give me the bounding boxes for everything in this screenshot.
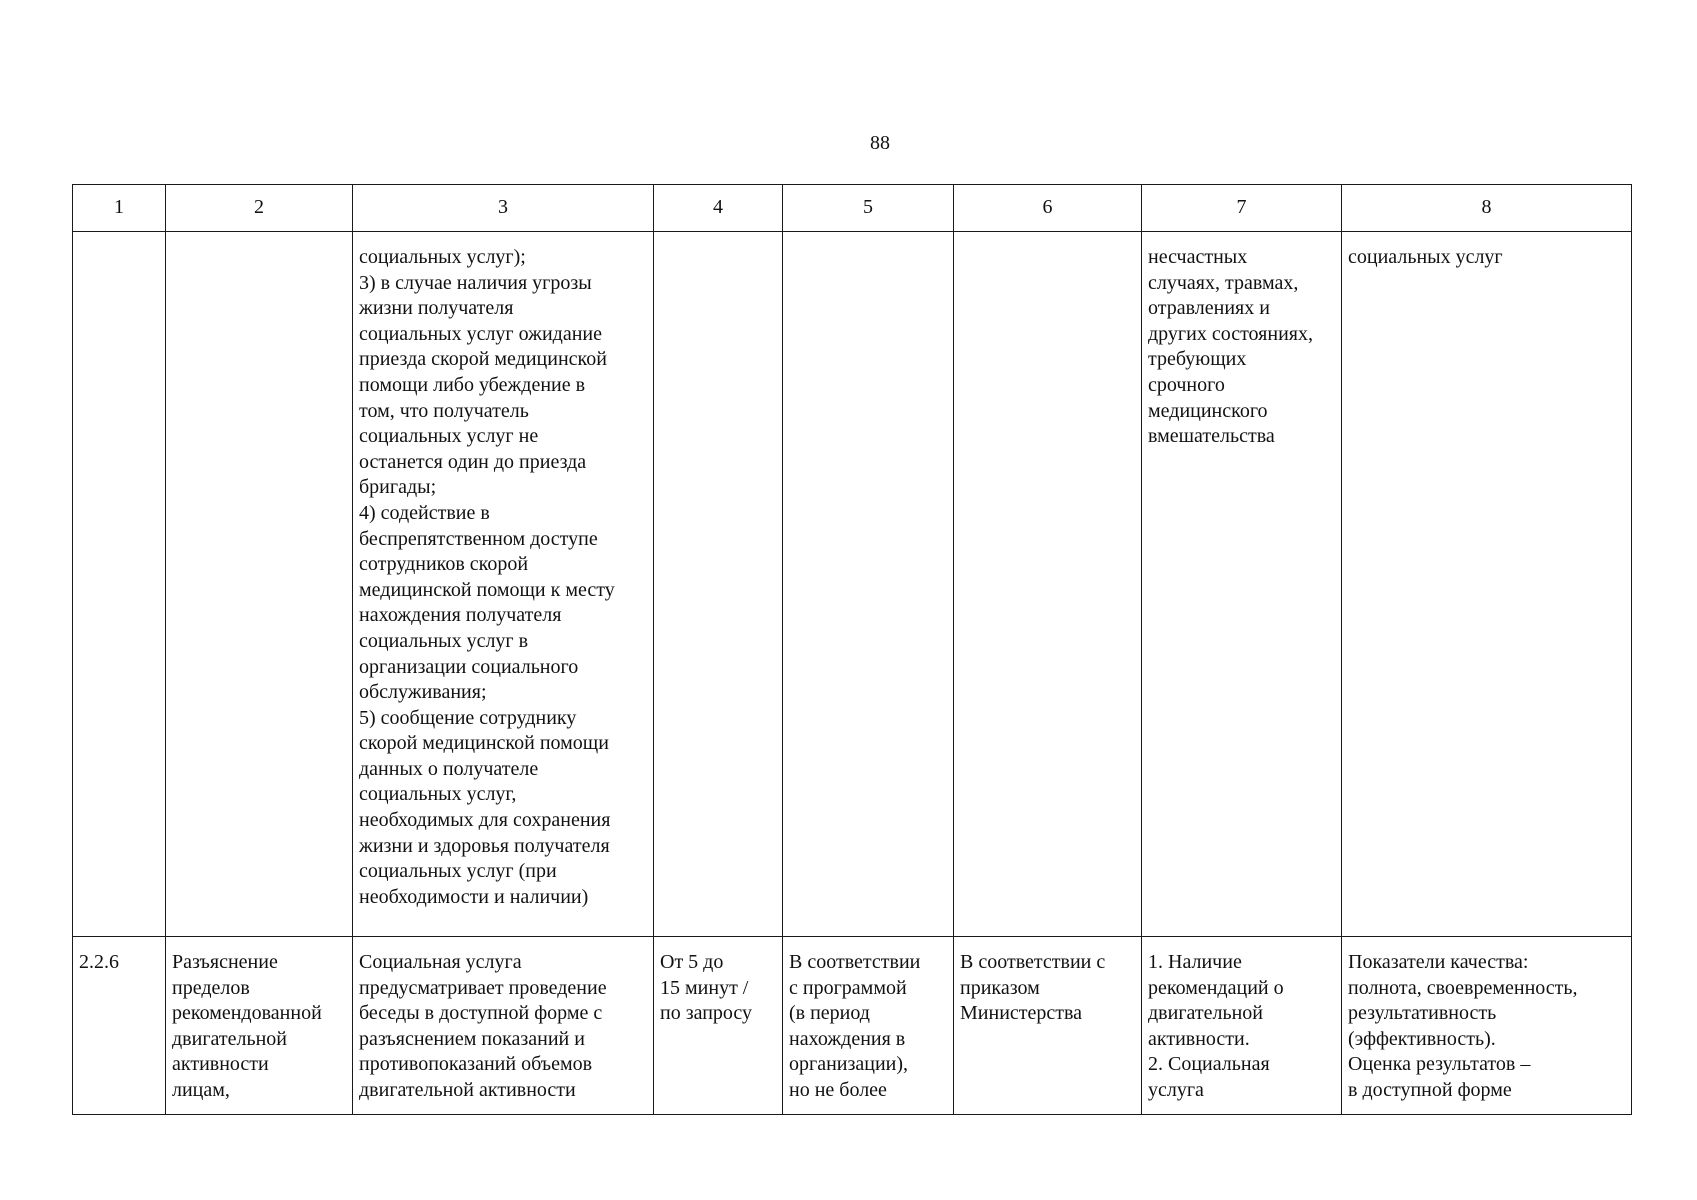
cell-text: В соответствии с приказом Министерства [960,951,1106,1025]
header-col-5: 5 [783,185,954,232]
header-col-7: 7 [1142,185,1342,232]
cell-text: Социальная услуга предусматривает проведение беседы в доступной форме с разъяснением показаний и противопоказаний объемов двигательной активности [359,951,607,1101]
page-number: 88 [870,132,890,154]
table-cell [783,232,954,937]
cell-text: социальных услуг [1348,246,1503,268]
table-cell [1342,937,1632,1115]
table-cell [73,232,166,937]
table-cell [166,232,353,937]
cell-text: В соответствии с программой (в период нахождения в организации), но не более [789,951,921,1101]
table-cell [654,937,783,1115]
header-col-8: 8 [1342,185,1632,232]
services-table [72,184,1632,1115]
table-cell [783,937,954,1115]
table-cell [954,232,1142,937]
cell-text: От 5 до 15 минут / по запросу [660,951,753,1025]
cell-text: Разъяснение пределов рекомендованной двигательной активности лицам, [172,951,322,1101]
cell-text: 2.2.6 [79,951,119,973]
header-col-4: 4 [654,185,783,232]
cell-text: несчастных случаях, травмах, отравлениях и других состояниях, требующих срочного медицинского вмешательства [1148,246,1313,448]
table-cell [1142,232,1342,937]
cell-text: 1. Наличие рекомендаций о двигательной активности. 2. Социальная услуга [1148,951,1284,1101]
table-cell [166,937,353,1115]
table-cell [954,937,1142,1115]
table-cell [353,937,654,1115]
header-col-2: 2 [166,185,353,232]
header-col-1: 1 [73,185,166,232]
table-cell [1342,232,1632,937]
table-cell [1142,937,1342,1115]
cell-text: Показатели качества: полнота, своевременность, результативность (эффективность). Оценка результатов – в доступной форме [1348,951,1578,1101]
table-cell [73,937,166,1115]
table-row [73,937,1632,1115]
table-row [73,232,1632,937]
cell-text: социальных услуг); 3) в случае наличия угрозы жизни получателя социальных услуг ожидание приезда скорой медицинской помощи либо убеждение в том, что получатель социальных услуг не останется один до приезда бригады; 4) содействие в беспрепятственном доступе сотрудников скорой медицинской помощи к месту нахождения получателя социальных услуг в организации социального обслуживания; 5) сообщение сотруднику скорой медицинской помощи данных о получателе социальных услуг, необходимых для сохранения жизни и здоровья получателя социальных услуг (при необходимости и наличии) [359,246,615,908]
table-cell [353,232,654,937]
table-header-row [73,185,1632,232]
header-col-3: 3 [353,185,654,232]
header-col-6: 6 [954,185,1142,232]
table-cell [654,232,783,937]
